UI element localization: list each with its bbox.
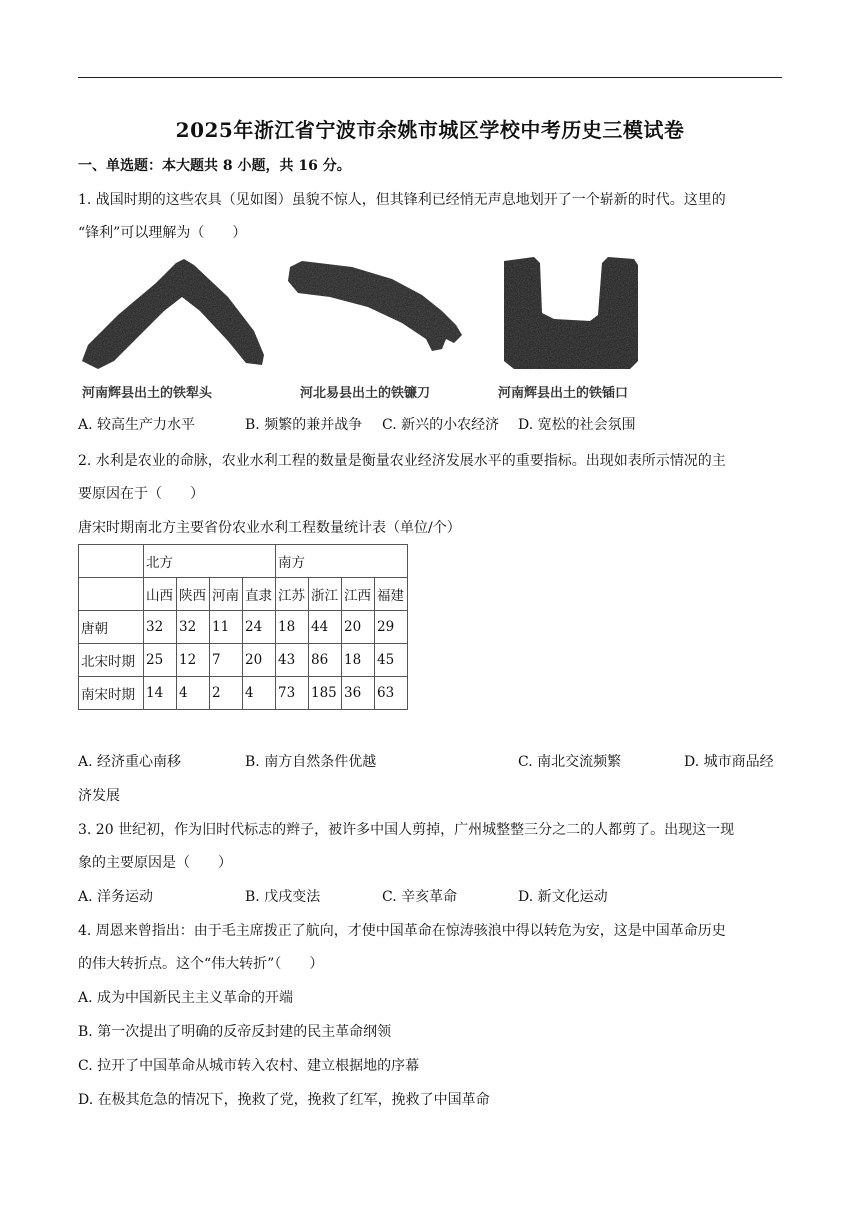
table-cell: 14: [144, 677, 177, 710]
q2-option-d[interactable]: D. 城市商品经: [684, 754, 774, 770]
table-row: [79, 578, 408, 611]
province-header: 河南: [210, 578, 243, 611]
table-cell: 43: [276, 644, 309, 677]
q3-option-c[interactable]: C. 辛亥革命: [382, 889, 458, 905]
iron-plow-head-image: [78, 253, 278, 373]
table-cell: 12: [177, 644, 210, 677]
iron-spade-edge-image: [494, 253, 694, 373]
q4-stem-line2: 的伟大转折点。这个“伟大转折”（ ）: [78, 956, 324, 972]
figure-caption-plow: 河南辉县出土的铁犁头: [82, 386, 213, 401]
province-header: 浙江: [309, 578, 342, 611]
q1-stem-line2: “锋利”可以理解为（ ）: [78, 225, 247, 241]
q4-option-d[interactable]: D. 在极其危急的情况下，挽救了党，挽救了红军，挽救了中国革命: [78, 1092, 490, 1108]
header-rule: [78, 77, 782, 78]
province-header: 福建: [375, 578, 408, 611]
table-cell: 24: [243, 611, 276, 644]
table-cell: 11: [210, 611, 243, 644]
table-cell: 7: [210, 644, 243, 677]
province-header: 江西: [342, 578, 375, 611]
table-cell: [79, 578, 144, 611]
q2-option-b[interactable]: B. 南方自然条件优越: [245, 754, 377, 770]
q3-option-a[interactable]: A. 洋务运动: [78, 889, 154, 905]
q1-option-b[interactable]: B. 频繁的兼并战争: [245, 417, 363, 433]
q1-option-a[interactable]: A. 较高生产力水平: [78, 417, 196, 433]
province-header: 陕西: [177, 578, 210, 611]
table-row: [79, 644, 408, 677]
table-row: [79, 677, 408, 710]
q1-stem-line1: 1. 战国时期的这些农具（见如图）虽貌不惊人，但其锋利已经悄无声息地划开了一个崭新的时代。这里的: [78, 192, 726, 208]
table-cell: 4: [243, 677, 276, 710]
q2-stem-line2: 要原因在于（ ）: [78, 486, 204, 502]
table-cell: 63: [375, 677, 408, 710]
table-cell: 2: [210, 677, 243, 710]
q2-option-a[interactable]: A. 经济重心南移: [78, 754, 182, 770]
irrigation-stats-table: [78, 544, 408, 710]
q3-stem-line2: 象的主要原因是（ ）: [78, 855, 232, 871]
table-cell: 29: [375, 611, 408, 644]
iron-sickle-image: [282, 253, 482, 373]
table-cell: 20: [342, 611, 375, 644]
q2-option-c[interactable]: C. 南北交流频繁: [518, 754, 622, 770]
table-cell: 32: [144, 611, 177, 644]
q4-option-b[interactable]: B. 第一次提出了明确的反帝反封建的民主革命纲领: [78, 1024, 392, 1040]
q3-stem-line1: 3. 20 世纪初，作为旧时代标志的辫子，被许多中国人剪掉，广州城整整三分之二的人都剪了。出现这一现: [78, 822, 735, 838]
table-cell: 32: [177, 611, 210, 644]
row-label: 北宋时期: [79, 644, 144, 677]
figure-caption-sickle: 河北易县出土的铁镰刀: [300, 386, 431, 401]
row-label: 唐朝: [79, 611, 144, 644]
table-cell: 4: [177, 677, 210, 710]
table-cell: 86: [309, 644, 342, 677]
table-cell: 18: [276, 611, 309, 644]
table-row: [79, 545, 408, 578]
figure-caption-spade: 河南辉县出土的铁锸口: [498, 386, 629, 401]
section-heading: 一、单选题：本大题共 8 小题，共 16 分。: [78, 158, 351, 174]
q1-option-d[interactable]: D. 宽松的社会氛围: [518, 417, 636, 433]
table-cell: 25: [144, 644, 177, 677]
table-cell: [79, 545, 144, 578]
province-header: 直隶: [243, 578, 276, 611]
province-header: 江苏: [276, 578, 309, 611]
q3-option-b[interactable]: B. 戊戌变法: [245, 889, 321, 905]
q2-stem-line1: 2. 水利是农业的命脉，农业水利工程的数量是衡量农业经济发展水平的重要指标。出现如表所示情况的主: [78, 453, 726, 469]
region-south-header: 南方: [276, 545, 408, 578]
q2-table-caption: 唐宋时期南北方主要省份农业水利工程数量统计表（单位/个）: [78, 520, 461, 536]
table-cell: 45: [375, 644, 408, 677]
q4-option-c[interactable]: C. 拉开了中国革命从城市转入农村、建立根据地的序幕: [78, 1058, 420, 1074]
exam-title: 2025年浙江省宁波市余姚市城区学校中考历史三模试卷: [175, 118, 685, 142]
q3-option-d[interactable]: D. 新文化运动: [518, 889, 608, 905]
q1-option-c[interactable]: C. 新兴的小农经济: [382, 417, 500, 433]
table-cell: 185: [309, 677, 342, 710]
table-cell: 73: [276, 677, 309, 710]
table-cell: 36: [342, 677, 375, 710]
row-label: 南宋时期: [79, 677, 144, 710]
table-row: [79, 611, 408, 644]
province-header: 山西: [144, 578, 177, 611]
table-cell: 44: [309, 611, 342, 644]
region-north-header: 北方: [144, 545, 276, 578]
table-cell: 18: [342, 644, 375, 677]
q4-option-a[interactable]: A. 成为中国新民主主义革命的开端: [78, 990, 294, 1006]
q2-option-d-continued: 济发展: [78, 788, 120, 804]
q4-stem-line1: 4. 周恩来曾指出：由于毛主席拨正了航向，才使中国革命在惊涛骇浪中得以转危为安，这是中国革命历史: [78, 923, 726, 939]
table-cell: 20: [243, 644, 276, 677]
